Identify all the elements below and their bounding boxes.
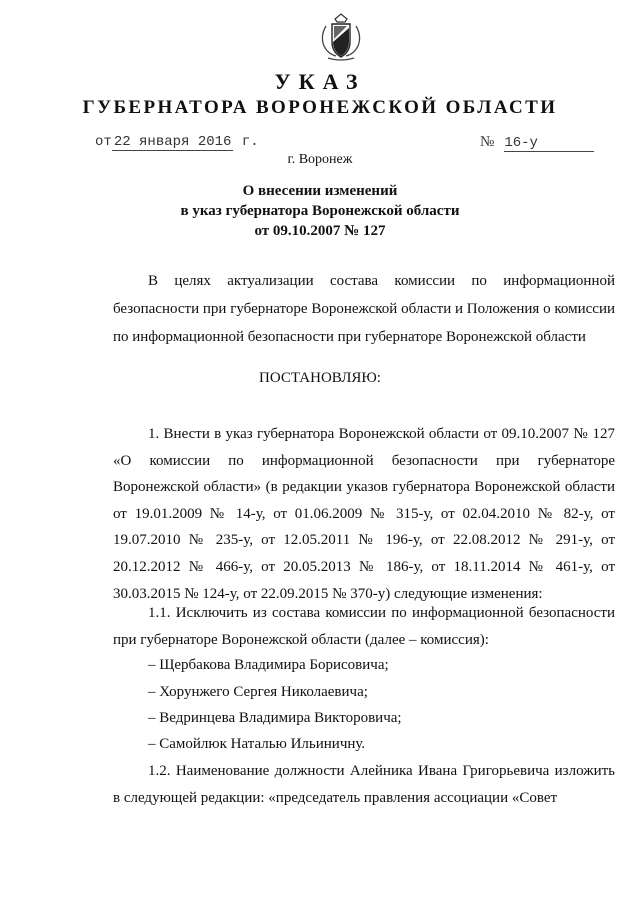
point-1-1-paragraph: 1.1. Исключить из состава комиссии по информационной безопасности при губернаторе Воронежской области (далее – комиссия): bbox=[113, 605, 615, 648]
excluded-member-1: – Щербакова Владимира Борисовича; bbox=[148, 657, 389, 673]
number-sign: № bbox=[480, 134, 495, 150]
document-date bbox=[95, 134, 259, 150]
document-heading bbox=[0, 181, 640, 241]
decree-word: ПОСТАНОВЛЯЮ: bbox=[259, 370, 381, 386]
coat-of-arms-icon bbox=[318, 12, 364, 62]
point-1-paragraph: 1. Внести в указ губернатора Воронежской области от 09.10.2007 № 127 «О комиссии по информационной безопасности при губернаторе Воронежской области» (в редакции указов губернатора Воронежской области от 19.01.2009 № 14-у, от 01.06.2009 № 315-у, от 02.04.2010 № 82-у, от 19.07.2010 № 235-у, от 12.05.2011 № 196-у, от 22.08.2012 № 291-у, от 20.12.2012 № 466-у, от 20.05.2013 № 186-у, от 18.11.2014 № 461-у, от 30.03.2015 № 124-у, от 22.09.2015 № 370-у) следующие изменения: bbox=[113, 426, 615, 602]
heading-line-2: в указ губернатора Воронежской области bbox=[180, 203, 460, 219]
document-city: г. Воронеж bbox=[287, 152, 353, 167]
heading-line-3: от 09.10.2007 № 127 bbox=[254, 223, 386, 239]
document-type-title: УКАЗ bbox=[274, 69, 366, 94]
excluded-member-4: – Самойлюк Наталью Ильиничну. bbox=[148, 736, 366, 752]
number-value: 16-у bbox=[504, 135, 594, 152]
point-1-2-paragraph: 1.2. Наименование должности Алейника Ивана Григорьевича изложить в следующей редакции: «председатель правления ассоциации «Совет bbox=[113, 763, 615, 806]
preamble-paragraph: В целях актуализации состава комиссии по информационной безопасности при губернаторе Воронежской области и Положения о комиссии по информационной безопасности при губернаторе Воронежской области bbox=[113, 273, 615, 345]
date-suffix: г. bbox=[241, 134, 259, 150]
issuer-title: ГУБЕРНАТОРА ВОРОНЕЖСКОЙ ОБЛАСТИ bbox=[82, 97, 558, 118]
date-value: 22 января 2016 bbox=[113, 134, 232, 150]
excluded-member-3: – Ведринцева Владимира Викторовича; bbox=[148, 710, 402, 726]
excluded-member-2: – Хорунжего Сергея Николаевича; bbox=[148, 684, 368, 700]
date-prefix: от bbox=[95, 134, 112, 150]
document-number bbox=[480, 134, 610, 152]
heading-line-1: О внесении изменений bbox=[242, 183, 398, 199]
